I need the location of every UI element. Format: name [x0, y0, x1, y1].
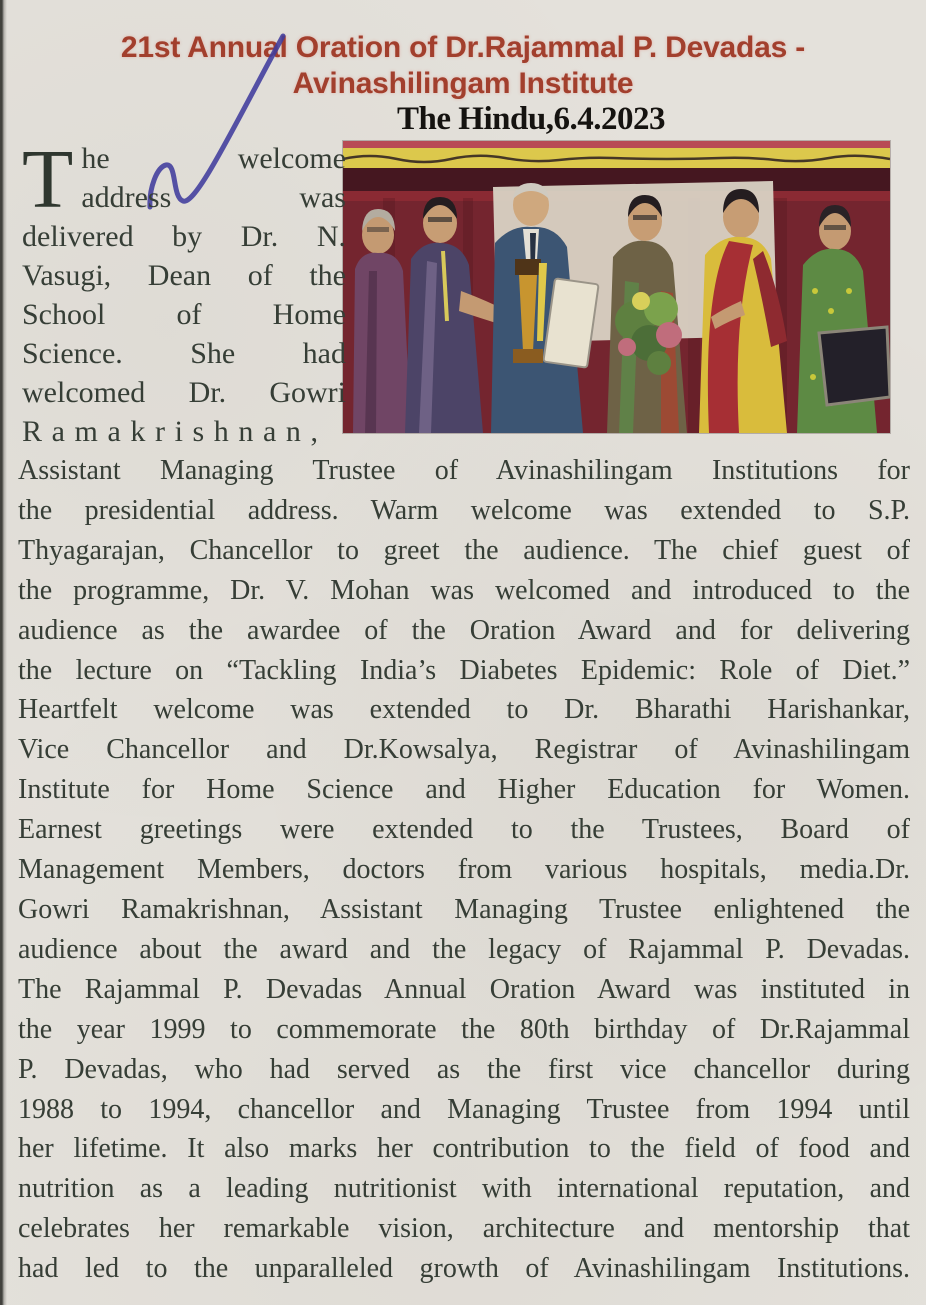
left-column-line: School of Home	[22, 298, 346, 331]
photo-dark-bag	[819, 327, 890, 405]
body-line: Heartfelt welcome was extended to Dr. Bharathi Harishankar,	[18, 694, 910, 726]
body-line: the programme, Dr. V. Mohan was welcomed and introduced to the	[18, 574, 910, 606]
event-photo	[343, 141, 890, 433]
body-line: 1988 to 1994, chancellor and Managing Trustee from 1994 until	[18, 1093, 910, 1125]
left-column-line: address was	[81, 181, 346, 214]
body-line: Gowri Ramakrishnan, Assistant Managing Trustee enlightened the	[18, 893, 910, 925]
left-column-line: welcomed Dr. Gowri	[22, 376, 346, 409]
scan-edge-shadow	[0, 0, 7, 1305]
headline-line-1: 21st Annual Oration of Dr.Rajammal P. Devadas -	[120, 31, 806, 64]
body-line: audience about the award and the legacy of Rajammal P. Devadas.	[18, 933, 910, 965]
left-column-line: delivered by Dr. N.	[22, 220, 346, 253]
headline-line-2: Avinashilingam Institute	[292, 67, 634, 100]
body-line: P. Devadas, who had served as the first vice chancellor during	[18, 1053, 910, 1085]
body-line: Thyagarajan, Chancellor to greet the audience. The chief guest of	[18, 534, 910, 566]
article-left-column	[22, 133, 346, 451]
article-headline	[0, 30, 926, 102]
body-line: The Rajammal P. Devadas Annual Oration Award was instituted in	[18, 973, 910, 1005]
body-line: Institute for Home Science and Higher Education for Women.	[18, 774, 910, 806]
article-body	[18, 451, 910, 1289]
left-column-line: Ramakrishnan,	[22, 415, 328, 448]
drop-cap: T	[22, 133, 74, 226]
event-photo-graphic	[343, 141, 890, 433]
left-column-line: Science. She had	[22, 337, 346, 370]
publication-dateline: The Hindu,6.4.2023	[397, 101, 665, 137]
left-column-line: Vasugi, Dean of the	[22, 259, 346, 292]
body-line: celebrates her remarkable vision, architecture and mentorship that	[18, 1213, 910, 1245]
body-line: audience as the awardee of the Oration Award and for delivering	[18, 614, 910, 646]
body-line: her lifetime. It also marks her contribution to the field of food and	[18, 1133, 910, 1165]
body-line: Vice Chancellor and Dr.Kowsalya, Registrar of Avinashilingam	[18, 734, 910, 766]
left-column-line: he welcome	[81, 142, 346, 175]
body-line: nutrition as a leading nutritionist with international reputation, and	[18, 1173, 910, 1205]
body-line: the presidential address. Warm welcome was extended to S.P.	[18, 494, 910, 526]
body-line: the lecture on “Tackling India’s Diabetes Epidemic: Role of Diet.”	[18, 654, 910, 686]
body-line: the year 1999 to commemorate the 80th birthday of Dr.Rajammal	[18, 1013, 910, 1045]
body-line: had led to the unparalleled growth of Avinashilingam Institutions.	[18, 1253, 910, 1285]
body-line: Management Members, doctors from various hospitals, media.Dr.	[18, 854, 910, 886]
body-line: Assistant Managing Trustee of Avinashilingam Institutions for	[18, 455, 910, 486]
body-line: Earnest greetings were extended to the Trustees, Board of	[18, 814, 910, 846]
photo-top-stripe	[343, 141, 890, 148]
